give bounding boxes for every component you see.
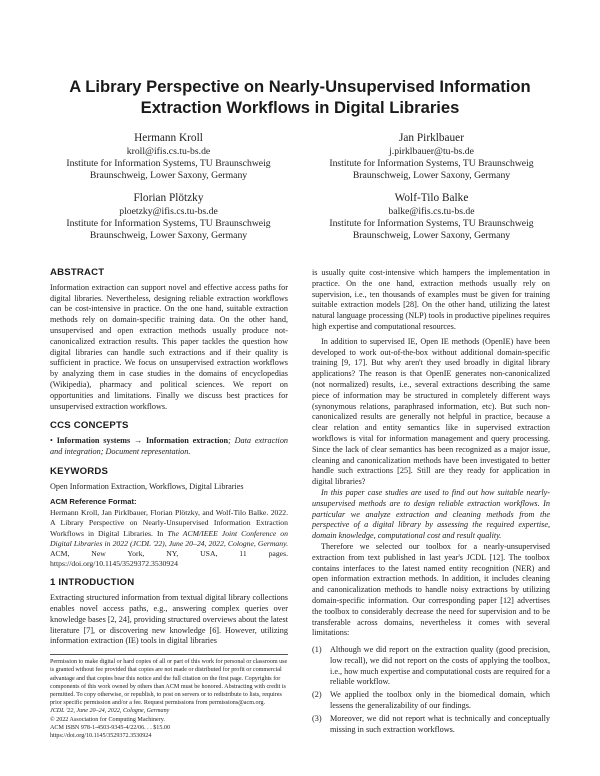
acm-reference-doi[interactable]: ACM, New York, NY, USA, 11 pages. https://doi.org/10.1145/3529372.3530924 [50,548,288,569]
author-affiliation: Institute for Information Systems, TU Braunschweig [66,157,271,169]
ccs-concepts [50,436,288,458]
ccs-secondary: ; Data extraction and integration; Document representation. [50,436,289,456]
permission-footnote [50,654,288,740]
list-item [312,714,550,736]
intro-text: Extracting structured information from textual digital library collections enables novel access paths, e.g., answering complex queries over knowledge bases [2, 24], providing structured overviews about the latest literature [7], or discovering new knowledge [6]. However, utilizing information extraction (IE) tools in digital libraries [50,593,288,646]
author-location: Braunschweig, Lower Saxony, Germany [89,169,248,181]
author-email[interactable]: kroll@ifis.cs.tu-bs.de [126,146,211,157]
list-item-number: (1) [312,645,322,655]
paper-title [50,0,550,118]
author-affiliation: Institute for Information Systems, TU Braunschweig [329,157,534,169]
list-item-text: Although we did report on the extraction quality (good precision, low recall), we did not report on the costs of applying the toolbox, i.e., how much expertise and computational costs are required for a reliable workflow. [330,645,550,687]
author-kroll [50,132,287,181]
author-ploetzky [50,192,287,241]
left-column [50,268,288,740]
title-line-2: Extraction Workflows in Digital Libraries [140,98,460,117]
abstract-heading: ABSTRACT [50,267,105,278]
author-pirklbauer [313,132,550,181]
footnote-isbn: ACM ISBN 978-1-4503-9345-4/22/06. . . $15.00 [50,724,171,731]
title-line-1: A Library Perspective on Nearly-Unsupervised Information [69,77,531,96]
acm-reference-label: ACM Reference Format: [50,497,137,507]
limitations-list [312,645,550,735]
body-paragraph-1: is usually quite cost-intensive which hampers the implementation in practice. On the one hand, extraction methods usually rely on supervision, i.e., ten thousands of examples must be given for training suitable extraction models [28]. On the other hand, utilizing the latest natural language processing (NLP) tools in productive pipelines requires high expertise and computational resources. [312,268,550,331]
list-item [312,690,550,712]
body-paragraph-4: Therefore we selected our toolbox for a nearly-unsupervised extraction from text published in last year's JCDL [12]. The toolbox contains interfaces to the latest named entity recognition (NER) and open information extraction methods. In addition, it includes cleaning and canonicalization methods to handle noisy extractions by utilizing domain-specific information. Our corresponding paper [12] advertises the toolbox to considerably decrease the need for supervision and to be transferable across domains, nevertheless it comes with several limitations: [312,541,550,638]
body-paragraph-2: In addition to supervised IE, Open IE methods (OpenIE) have been developed to work out-of-the-box without additional domain-specific training [9, 17]. But why aren't they used broadly in digital library applications? The reason is that OpenIE generates non-canonicalized (not normalized) results, i.e., several extractions describing the same piece of information may be structured in completely different ways (synonymous relations, paraphrased information, etc). But such non-canonicalized results are generally not helpful in practice, because a clear relation and entity semantics like in supervised extraction workflows is vital for information management and query processing. Since the lack of clear semantics has been recognized as a major issue, cleaning and canonicalization methods have been investigated to better handle such extractions [25]. Still are they ready for application in digital libraries? [312,336,550,487]
author-block [50,132,550,242]
author-location: Braunschweig, Lower Saxony, Germany [352,229,511,241]
author-name: Wolf-Tilo Balke [394,192,469,205]
ccs-heading: CCS CONCEPTS [50,420,129,432]
author-affiliation: Institute for Information Systems, TU Braunschweig [66,218,271,230]
author-location: Braunschweig, Lower Saxony, Germany [352,169,511,181]
list-item-number: (3) [312,713,322,723]
keywords-heading: KEYWORDS [50,465,109,477]
two-column-body [50,268,550,740]
permission-text: Permission to make digital or hard copies of all or part of this work for personal or classroom use is granted without fee provided that copies are not made or distributed for profit or commercial advantage and that copies bear this notice and the full citation on the first page. Copyrights for components of this work owned by others than ACM must be honored. Abstracting with credit is permitted. To copy otherwise, or republish, to post on servers or to redistribute to lists, requires prior specific permission and/or a fee. Request permissions from permissions@acm.org. [50,659,288,707]
list-item-text: We applied the toolbox only in the biomedical domain, which lessens the generalizability of our findings. [330,690,550,711]
author-affiliation: Institute for Information Systems, TU Braunschweig [329,218,534,230]
list-item [312,645,550,688]
ccs-bullet: • [50,436,53,446]
author-name: Hermann Kroll [134,132,203,144]
author-name: Florian Plötzky [133,192,204,205]
keywords-text: Open Information Extraction, Workflows, Digital Libraries [50,481,244,491]
acm-reference-authors: Hermann Kroll, Jan Pirklbauer, Florian Plötzky, and Wolf-Tilo Balke. 2022. A Library Perspective on Nearly-Unsupervised Information Extraction Workflows in Digital Libraries. In [50,508,288,538]
acm-reference-venue: The ACM/IEEE Joint Conference on Digital Libraries in 2022 (JCDL '22), June 20–24, 2022, Cologne, Germany. [50,528,288,548]
author-email[interactable]: balke@ifis.cs.tu-bs.de [388,206,475,218]
ccs-primary: Information systems → Information extraction [56,436,229,446]
list-item-number: (2) [312,690,322,700]
body-paragraph-3: In this paper case studies are used to find out how suitable nearly-unsupervised methods are to design reliable extraction workflows. In particular we analyze extraction and cleaning methods from the perspective of a digital library by assessing the required expertise, domain knowledge, computational cost and result quality. [312,487,550,541]
right-column [312,268,550,740]
author-email[interactable]: j.pirklbauer@tu-bs.de [389,146,474,157]
acm-reference [50,508,288,569]
footnote-doi[interactable]: https://doi.org/10.1145/3529372.3530924 [50,732,152,739]
footnote-copyright: © 2022 Association for Computing Machinery. [50,716,165,723]
author-name: Jan Pirklbauer [399,132,464,144]
intro-heading: 1 INTRODUCTION [50,577,135,589]
abstract-text: Information extraction can support novel and effective access paths for digital libraries. Nevertheless, designing reliable extraction workflows can be cost-intensive in practice. On the one hand, suitable extraction methods rely on domain-specific training data. On the other hand, unsupervised and open extraction methods usually produce not-canonicalized extraction results. This paper tackles the question how digital libraries can handle such extractions and if their quality is sufficient in practice. We focus on unsupervised extraction workflows by analyzing them in case studies in the domains of encyclopedias (Wikipedia), pharmacy and political sciences. We report on opportunities and limitations. Finally we discuss best practices for unsupervised extraction workflows. [50,282,288,411]
author-email[interactable]: ploetzky@ifis.cs.tu-bs.de [119,206,218,218]
author-balke [313,192,550,241]
list-item-text: Moreover, we did not report what is technically and conceptually missing in such extraction workflows. [330,713,550,734]
footnote-venue: JCDL '22, June 20–24, 2022, Cologne, Germany [50,708,170,715]
author-location: Braunschweig, Lower Saxony, Germany [89,229,248,241]
